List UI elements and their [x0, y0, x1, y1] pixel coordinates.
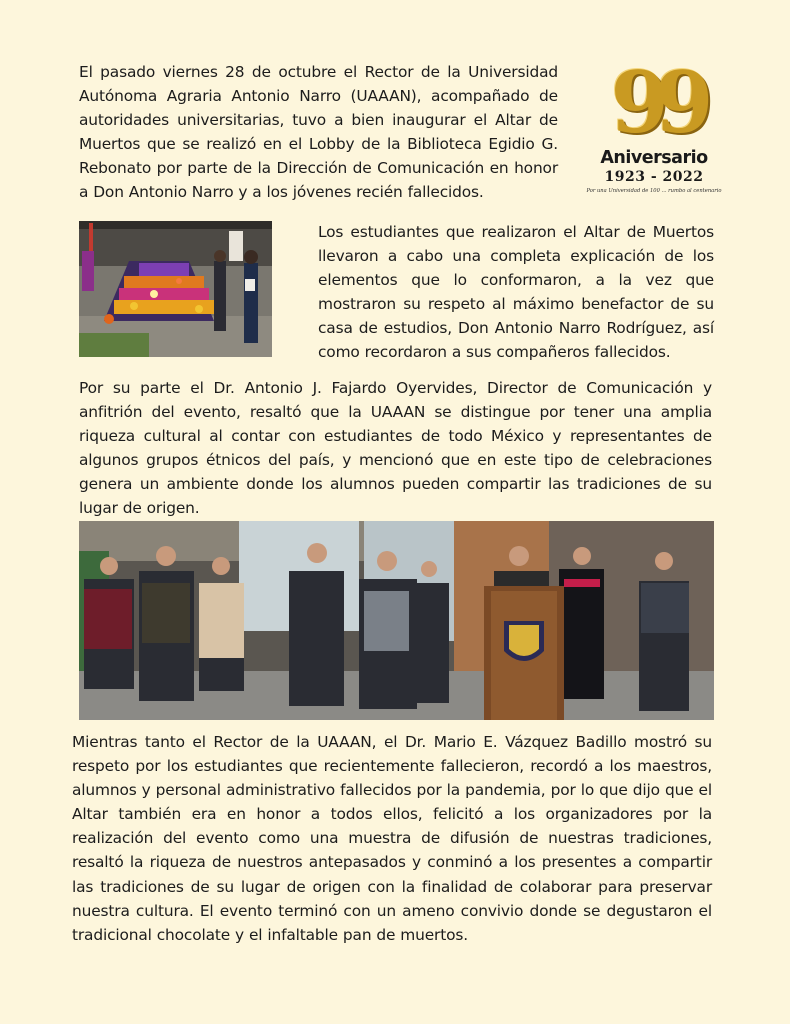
- anniversary-logo: [584, 53, 724, 198]
- logo-years: 1923 - 2022: [604, 169, 704, 185]
- altar-photo: [79, 221, 272, 357]
- authorities-photo: [79, 521, 714, 720]
- logo-motto: Por una Universidad de 100 ... rumbo al centenario: [586, 188, 722, 194]
- director-paragraph: Por su parte el Dr. Antonio J. Fajardo Oyervides, Director de Comunicación y anfitrión del evento, resaltó que la UAAAN se distingue por tener una amplia riqueza cultural al contar con estudiantes de todo México y representantes de algunos grupos étnicos del país, y mencionó que en este tipo de celebraciones genera un ambiente donde los alumnos pueden compartir las tradiciones de su lugar de origen.: [79, 379, 712, 518]
- intro-paragraph: El pasado viernes 28 de octubre el Rector de la Universidad Autónoma Agraria Antonio Narro (UAAAN), acompañado de autoridades universitarias, tuvo a bien inaugurar el Altar de Muertos que se realizó en el Lobby de la Biblioteca Egidio G. Rebonato por parte de la Dirección de Comunicación en honor a Don Antonio Narro y a los jóvenes recién fallecidos.: [79, 63, 558, 202]
- logo-number: 99: [610, 53, 700, 152]
- rector-paragraph: Mientras tanto el Rector de la UAAAN, el Dr. Mario E. Vázquez Badillo mostró su respeto por los estudiantes que recientemente fallecieron, recordó a los maestros, alumnos y personal administrativo fallecidos por la pandemia, por lo que dijo que el Altar también era en honor a todos ellos, felicitó a los organizadores por la realización del evento como una muestra de difusión de nuestras tradiciones, resaltó la riqueza de nuestros antepasados y conminó a los presentes a compartir las tradiciones de su lugar de origen con la finalidad de colaborar para preservar nuestra cultura. El evento terminó con un ameno convivio donde se degustaron el tradicional chocolate y el infaltable pan de muertos.: [72, 733, 712, 944]
- logo-title: Aniversario: [600, 148, 708, 168]
- students-paragraph: Los estudiantes que realizaron el Altar de Muertos llevaron a cabo una completa explicación de los elementos que lo conformaron, a la vez que mostraron su respeto al máximo benefactor de su casa de estudios, Don Antonio Narro Rodríguez, así como recordaron a sus compañeros fallecidos.: [318, 223, 714, 362]
